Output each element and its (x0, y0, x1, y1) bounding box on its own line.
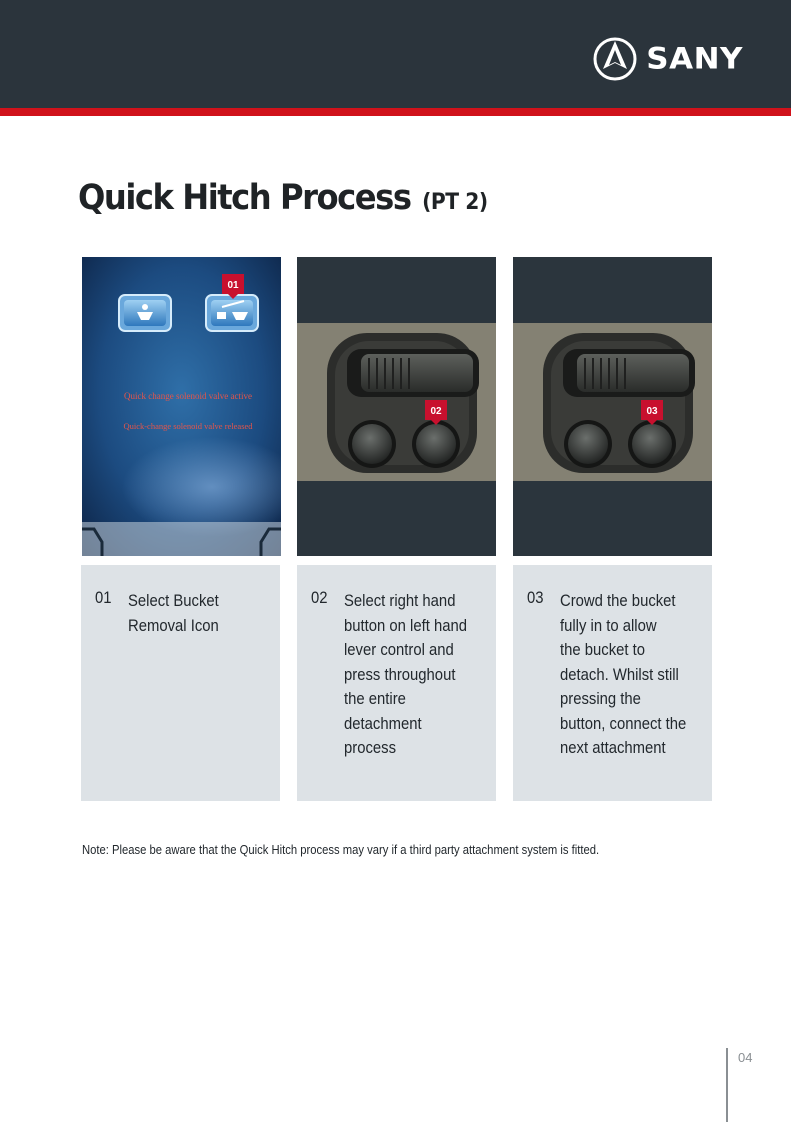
step-line: Removal Icon (128, 616, 219, 635)
marker-01-label: 01 (227, 280, 239, 291)
brand-name: SANY (646, 41, 743, 77)
page-header (0, 0, 791, 108)
photo-display-screen (82, 257, 281, 556)
sany-logo (592, 36, 743, 82)
page-title (78, 178, 488, 218)
step-number: 01 (95, 589, 112, 607)
step-line: detach. Whilst still (560, 665, 679, 684)
marker-03-label: 03 (646, 406, 658, 417)
photo-lever-control-02 (297, 257, 496, 556)
title-main: Quick Hitch Process (78, 178, 411, 218)
step-number: 03 (527, 589, 544, 607)
screen-message-active: Quick change solenoid valve active (124, 391, 252, 401)
header-accent-stripe (0, 108, 791, 116)
sany-logo-icon (592, 36, 638, 82)
step-card-03 (513, 565, 712, 801)
photo-lever-control-03 (513, 257, 712, 556)
step-line: button on left hand (344, 616, 468, 635)
step-card-01 (81, 565, 280, 801)
step-line: Crowd the bucket (560, 592, 676, 610)
step-line: pressing the (560, 690, 641, 708)
step-line: lever control and (344, 641, 454, 659)
step-line: button, connect the (560, 714, 687, 733)
step-line: Select right hand (344, 592, 456, 610)
step-line: next attachment (560, 739, 666, 757)
footnote: Note: Please be aware that the Quick Hitch process may vary if a third party attachment system is fitted. (82, 843, 600, 857)
step-number: 02 (311, 589, 328, 607)
step-line: detachment (344, 714, 422, 733)
step-description (128, 589, 272, 638)
step-line: the bucket to (560, 641, 646, 659)
step-description (560, 589, 704, 761)
step-line: press throughout (344, 665, 456, 684)
title-sub: (PT 2) (422, 190, 488, 215)
step-line: fully in to allow (560, 616, 657, 635)
step-line: process (344, 739, 397, 757)
page-number-rule (726, 1048, 728, 1122)
step-line: Select Bucket (128, 592, 219, 610)
page-number: 04 (738, 1050, 753, 1065)
marker-02-label: 02 (430, 406, 442, 417)
screen-message-released: Quick-change solenoid valve released (123, 421, 253, 431)
step-description (344, 589, 488, 761)
step-line: the entire (344, 690, 406, 708)
step-card-02 (297, 565, 496, 801)
